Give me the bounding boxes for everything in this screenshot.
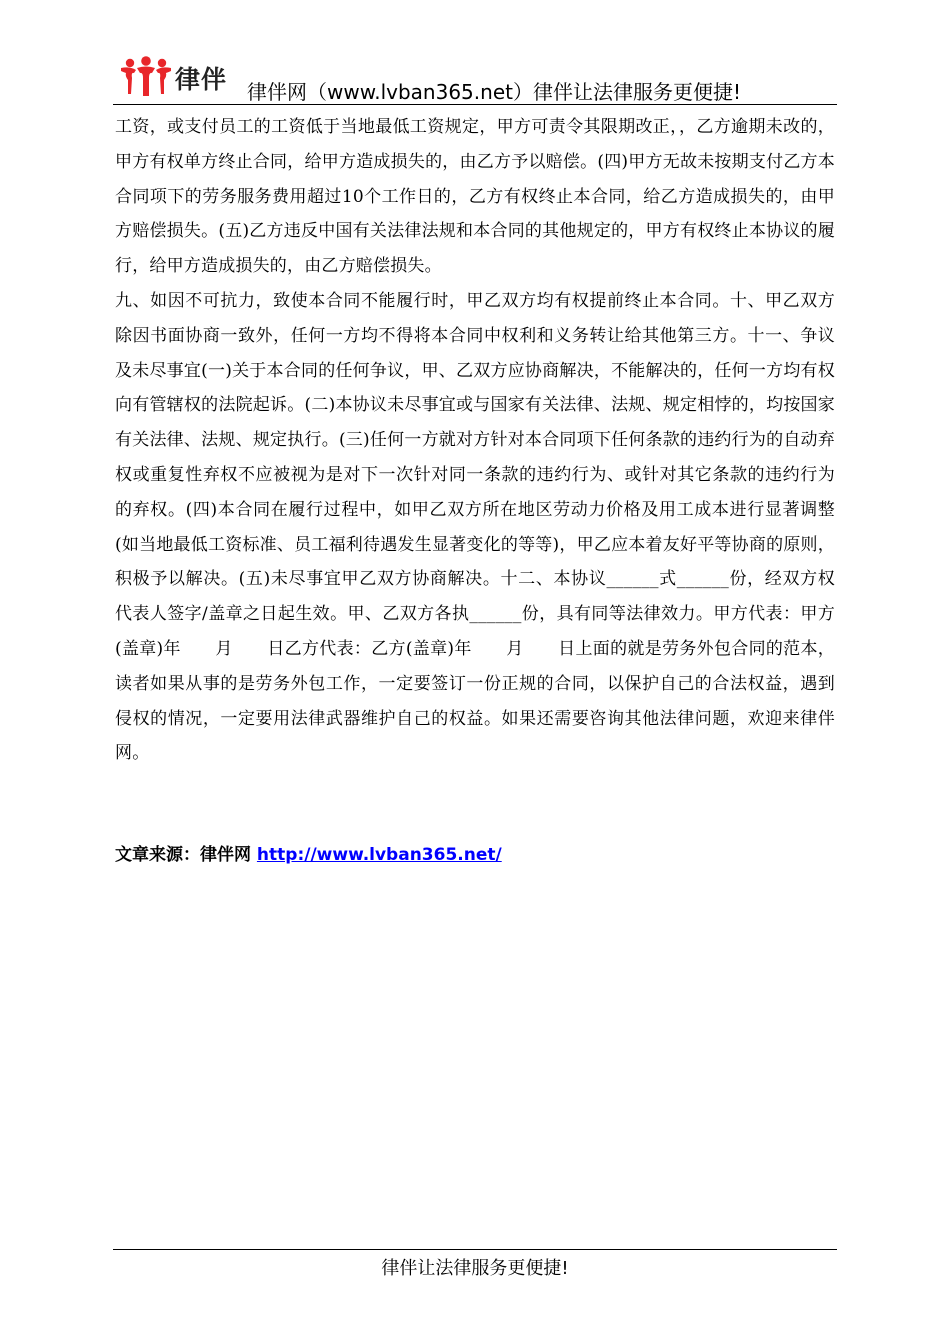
body-paragraph: 九、如因不可抗力，致使本合同不能履行时，甲乙双方均有权提前终止本合同。十、甲乙双方除因书面协商一致外，任何一方均不得将本合同中权利和义务转让给其他第三方。十一、争议及未尽事宜(一)关于本合同的任何争议，甲、乙双方应协商解决，不能解决的，任何一方均有权向有管辖权的法院起诉。(二)本协议未尽事宜或与国家有关法律、法规、规定相悖的，均按国家有关法律、法规、规定执行。(三)任何一方就对方针对本合同项下任何条款的违约行为的自动弃权或重复性弃权不应被视为是对下一次针对同一条款的违约行为、或针对其它条款的违约行为的弃权。(四)本合同在履行过程中，如甲乙双方所在地区劳动力价格及用工成本进行显著调整(如当地最低工资标准、员工福利待遇发生显著变化的等等)，甲乙应本着友好平等协商的原则，积极予以解决。(五)未尽事宜甲乙双方协商解决。十二、本协议______式______份，经双方权代表人签字/盖章之日起生效。甲、乙双方各执______份，具有同等法律效力。甲方代表：甲方(盖章)年 月 日乙方代表：乙方(盖章)年 月 日上面的就是劳务外包合同的范本，读者如果从事的是劳务外包工作，一定要签订一份正规的合同，以保护自己的合法权益，遇到侵权的情况，一定要用法律武器维护自己的权益。如果还需要咨询其他法律问题，欢迎来律伴网。: [115, 290, 835, 764]
three-figures-logo-icon: [119, 54, 173, 98]
body-paragraph: 工资，或支付员工的工资低于当地最低工资规定，甲方可责令其限期改正，，乙方逾期未改的，甲方有权单方终止合同，给甲方造成损失的，由乙方予以赔偿。(四)甲方无故未按期支付乙方本合同项下的劳务服务费用超过10个工作日的，乙方有权终止本合同，给乙方造成损失的，由甲方赔偿损失。(五)乙方违反中国有关法律法规和本合同的其他规定的，甲方有权终止本协议的履行，给甲方造成损失的，由乙方赔偿损失。: [115, 117, 835, 277]
footer-slogan: 律伴让法律服务更便捷!: [381, 1258, 569, 1279]
page-header: [113, 52, 837, 104]
article-body: [115, 110, 835, 771]
source-label: 文章来源：律伴网: [115, 845, 257, 865]
footer-divider: [113, 1249, 837, 1250]
logo-text: 律伴: [175, 65, 228, 94]
article-source: [115, 840, 502, 865]
header-divider: [113, 104, 837, 105]
lvban-logo: [119, 54, 243, 98]
source-link[interactable]: http://www.lvban365.net/: [256, 845, 502, 865]
header-tagline: 律伴网（www.lvban365.net）律伴让法律服务更便捷!: [247, 80, 741, 104]
